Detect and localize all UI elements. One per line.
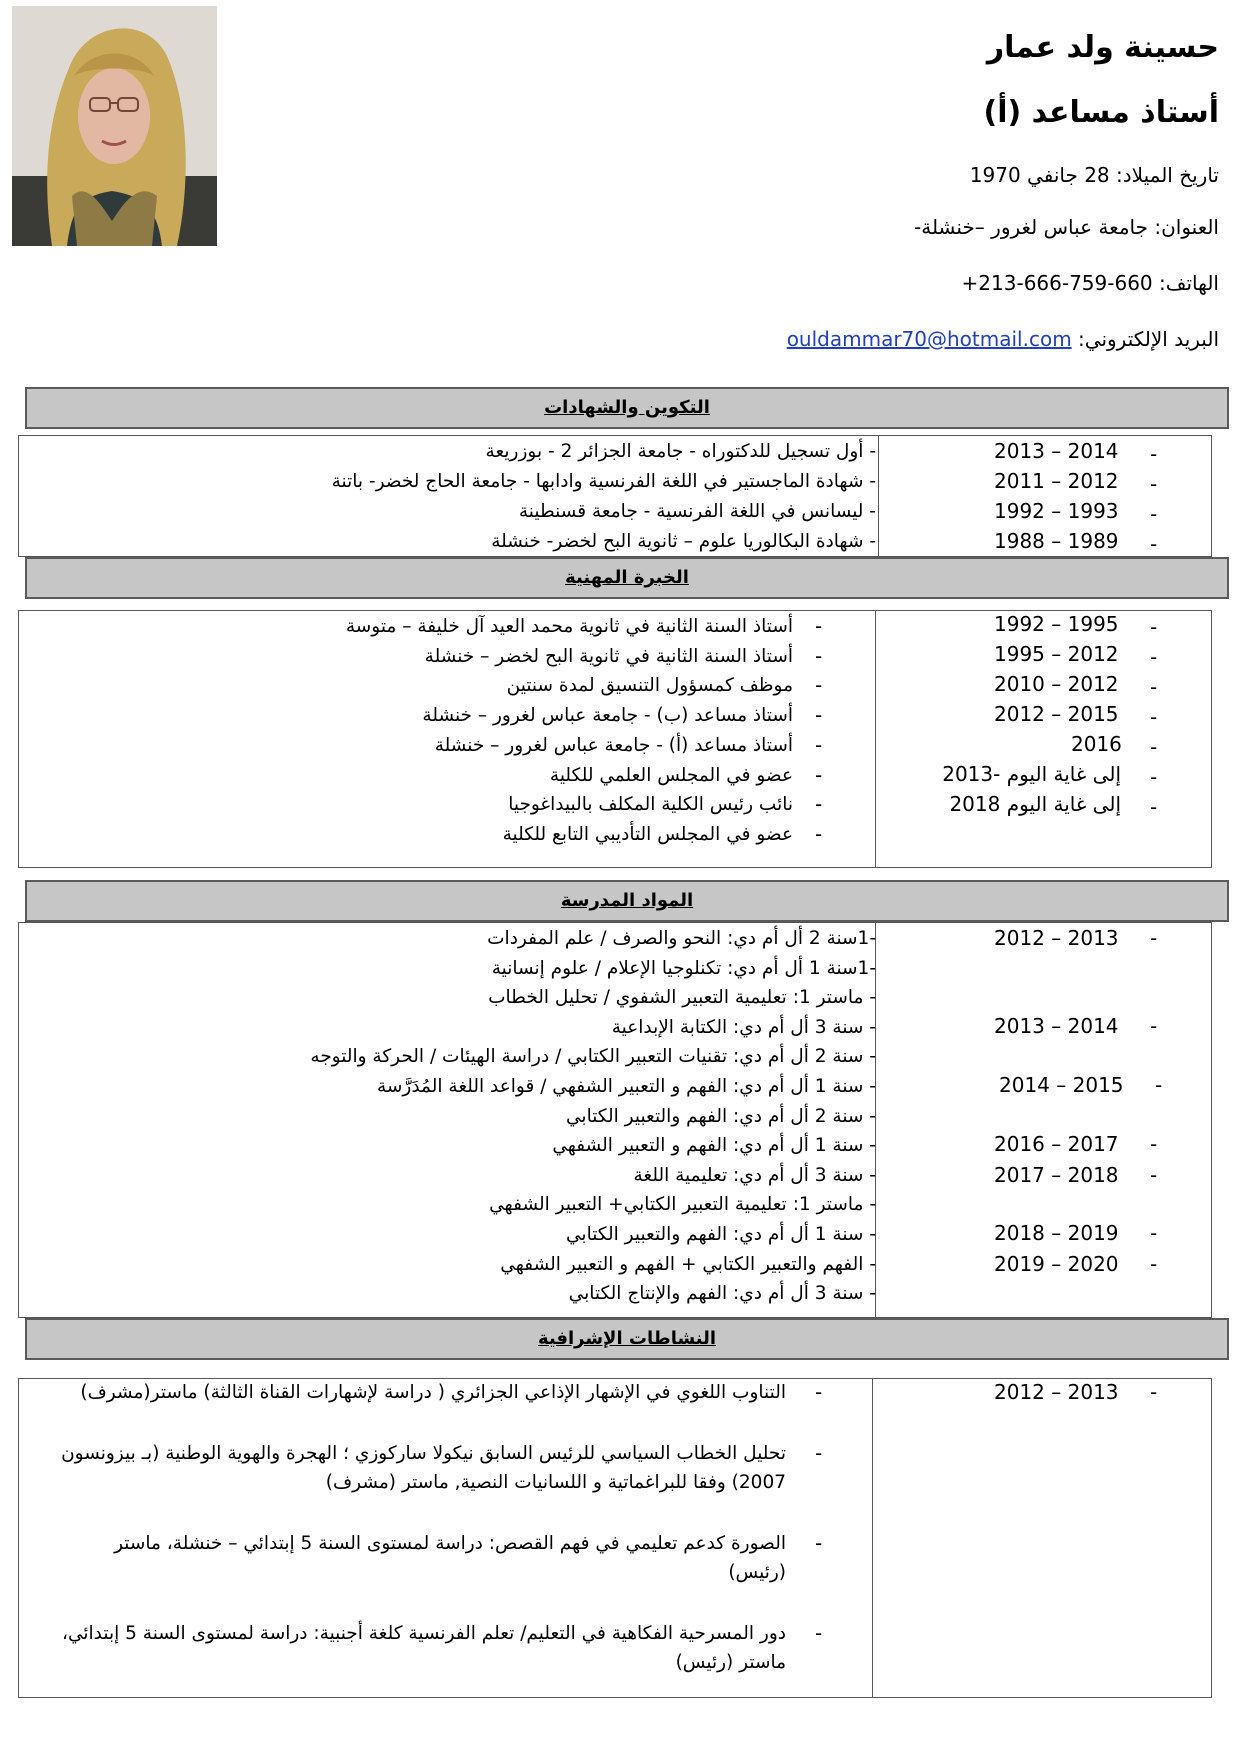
list-item: - ليسانس في اللغة الفرنسية - جامعة قسنطينة (518, 501, 876, 522)
list-item: - سنة 2 أل أم دي: تقنيات التعبير الكتابي / دراسة الهيئات / الحركة والتوجه (310, 1046, 876, 1068)
list-item: - شهادة الماجستير في اللغة الفرنسية وادابها - جامعة الحاج لخضر- باتنة (331, 471, 876, 492)
year-range: 2013- إلى غاية اليوم (942, 762, 1121, 786)
phone-line (330, 271, 1219, 295)
courses-list (310, 924, 876, 1309)
list-item: -1سنة 2 أل أم دي: النحو والصرف / علم المفردات (487, 928, 876, 949)
year-range: 1988 – 1989 (994, 529, 1119, 553)
list-item: - ماستر 1: تعليمية التعبير الكتابي+ التعبير الشفهي (489, 1194, 876, 1216)
bullet: - (1150, 1163, 1158, 1187)
birth-value: 28 جانفي 1970 (969, 163, 1110, 187)
list-item: عضو في المجلس التأديبي التابع للكلية (502, 823, 793, 845)
address-value: جامعة عباس لغرور –خنشلة- (914, 215, 1148, 239)
year-range: 2016 (1071, 732, 1122, 756)
experience-list (346, 612, 793, 850)
year-range: 2011 – 2012 (994, 469, 1119, 493)
list-item: - أول تسجيل للدكتوراه - جامعة الجزائر 2 - بوزريعة (485, 441, 876, 462)
year-range: 2017 – 2018 (994, 1163, 1119, 1187)
year-range: 1992 – 1993 (994, 499, 1119, 523)
bullet: - (1155, 1073, 1163, 1097)
bullet: - (1150, 926, 1158, 950)
person-name: حسينة ولد عمار (986, 30, 1219, 65)
email-link[interactable]: ouldammar70@hotmail.com (786, 327, 1072, 351)
list-item: أستاذ السنة الثانية في ثانوية البح لخضر – خنشلة (424, 645, 793, 667)
supervision-list (51, 1378, 786, 1677)
year-range: 2013 – 2014 (994, 439, 1119, 463)
list-item: - سنة 1 أل أم دي: الفهم و التعبير الشفهي (552, 1135, 876, 1157)
list-item: -1سنة 1 أل أم دي: تكنلوجيا الإعلام / علوم إنسانية (491, 957, 876, 979)
list-item: أستاذ السنة الثانية في ثانوية محمد العيد آل خليفة – متوسة (345, 616, 793, 637)
section-supervision-title: النشاطات الإشرافية (537, 1328, 717, 1349)
bullet-column: - - - - - - - - (815, 614, 823, 846)
academic-rank: أستاذ مساعد (أ) (983, 95, 1219, 130)
list-item: - ماستر 1: تعليمية التعبير الشفوي / تحليل الخطاب (488, 987, 876, 1009)
email-line (330, 327, 1219, 351)
list-item: أستاذ مساعد (أ) - جامعة عباس لغرور – خنشلة (434, 734, 793, 756)
year-range: 2019 – 2020 (994, 1252, 1119, 1276)
year-range: 2018 – 2019 (994, 1221, 1119, 1245)
phone-label: الهاتف: (1159, 271, 1219, 295)
year-range: 2014 – 2015 (999, 1073, 1124, 1097)
bullet: - (815, 1380, 823, 1404)
bullet: - (1150, 1132, 1158, 1156)
list-item: - الفهم والتعبير الكتابي + الفهم و التعبير الشفهي (500, 1253, 876, 1275)
phone-value: +213-666-759-660 (961, 271, 1153, 295)
year-range: 2012 – 2013 (994, 1380, 1119, 1404)
year-range: 2013 – 2014 (994, 1014, 1119, 1038)
list-item: التناوب اللغوي في الإشهار الإذاعي الجزائري ( دراسة لإشهارات القناة الثالثة) ماستر(مشرف) (80, 1382, 786, 1403)
address-label: العنوان: (1154, 215, 1219, 239)
bullet: - (815, 1621, 823, 1645)
list-item: أستاذ مساعد (ب) - جامعة عباس لغرور – خنشلة (422, 705, 793, 727)
list-item: - سنة 3 أل أم دي: الفهم والإنتاج الكتابي (568, 1283, 876, 1305)
birth-label: تاريخ الميلاد: (1116, 163, 1219, 187)
list-item: - سنة 1 أل أم دي: الفهم والتعبير الكتابي (566, 1223, 876, 1245)
education-divider (878, 435, 879, 557)
birth-date-line (330, 163, 1219, 187)
email-label: البريد الإلكتروني: (1078, 327, 1219, 351)
section-experience-header (25, 557, 1229, 599)
bullet: - (1150, 1252, 1158, 1276)
bullet: - (815, 1441, 823, 1465)
list-item: دور المسرحية الفكاهية في التعليم/ تعلم الفرنسية كلغة أجنبية: دراسة لمستوى السنة 5 إبتدائي، ماستر (رئيس) (61, 1623, 786, 1673)
bullet-column: - - - - (1150, 442, 1158, 556)
list-item: - سنة 3 أل أم دي: تعليمية اللغة (633, 1164, 876, 1186)
list-item: - سنة 2 أل أم دي: الفهم والتعبير الكتابي (566, 1105, 876, 1127)
section-courses-header (25, 880, 1229, 922)
supervision-divider (872, 1378, 873, 1698)
section-experience-title: الخبرة المهنية (565, 567, 689, 588)
education-list (332, 437, 876, 557)
list-item: عضو في المجلس العلمي للكلية (549, 764, 793, 786)
section-supervision-header (25, 1318, 1229, 1360)
bullet: - (1150, 1221, 1158, 1245)
list-item: تحليل الخطاب السياسي للرئيس السابق نيكولا ساركوزي ؛ الهجرة والهوية الوطنية (بـ بيزونسون 2007) وفقا للبراغماتية و اللسانيات النصية, ماستر (مشرف) (61, 1443, 786, 1493)
year-range: 2018 إلى غاية اليوم (949, 792, 1121, 816)
year-range: 2012 – 2013 (994, 926, 1119, 950)
bullet-column: - - - - - - - (1150, 615, 1158, 819)
list-item: الصورة كدعم تعليمي في فهم القصص: دراسة لمستوى السنة 5 إبتدائي – خنشلة، ماستر (رئيس) (114, 1533, 786, 1583)
experience-divider (875, 610, 876, 868)
year-range: 1995 – 2012 (994, 642, 1119, 666)
bullet: - (815, 1531, 823, 1555)
list-item: موظف كمسؤول التنسيق لمدة سنتين (506, 675, 793, 697)
year-range: 1992 – 1995 (994, 612, 1119, 636)
section-courses-title: المواد المدرسة (560, 890, 694, 911)
bullet: - (1150, 1014, 1158, 1038)
list-item: - شهادة البكالوريا علوم – ثانوية البح لخضر- خنشلة (491, 531, 876, 552)
profile-photo (12, 6, 217, 246)
list-item: - سنة 3 أل أم دي: الكتابة الإبداعية (611, 1016, 876, 1038)
section-education-title: التكوين والشهادات (544, 397, 710, 418)
year-range: 2016 – 2017 (994, 1132, 1119, 1156)
list-item: نائب رئيس الكلية المكلف بالبيداغوجيا (508, 794, 793, 816)
year-range: 2012 – 2015 (994, 702, 1119, 726)
year-range: 2010 – 2012 (994, 672, 1119, 696)
address-line (330, 215, 1219, 239)
section-education-header (25, 387, 1229, 429)
bullet: - (1150, 1380, 1158, 1404)
list-item: - سنة 1 أل أم دي: الفهم و التعبير الشفهي / قواعد اللغة المُدَرَّسة (376, 1075, 876, 1097)
